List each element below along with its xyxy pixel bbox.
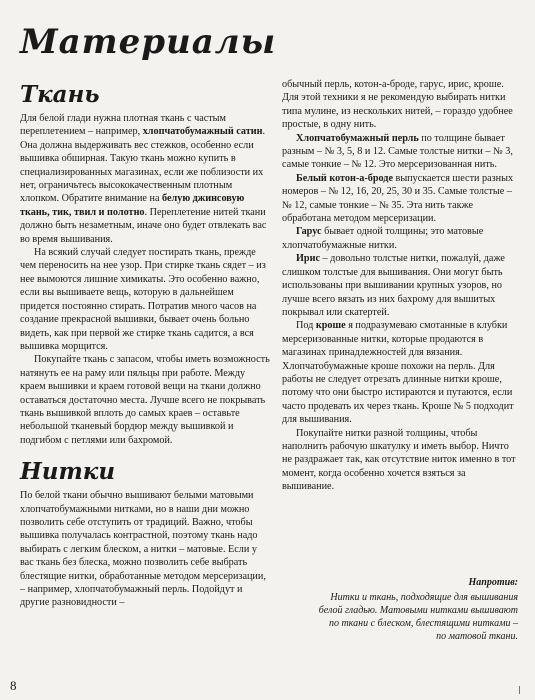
perle-paragraph	[282, 132, 520, 172]
text-run: . Переплетение нитей ткани должно быть незаметным, иначе оно будет отвлекать вас во время вышивания.	[20, 206, 267, 245]
bold-term: Белый котон-а-броде	[296, 172, 393, 184]
fabric-paragraph-2: На всякий случай следует постирать ткань, прежде чем переносить на нее узор. При стирке ткань сядет – из нее вымоются лишние химикаты. Это особенно важно, если вы вышиваете вещь, которую в дальнейшем придется постоянно стирать. Потратив много часов на создание прекрасной вышивки, бывает очень больно видеть, как при первой же стирке ткань садится, а вся вышивка морщится.	[20, 247, 266, 352]
page-number: 8	[10, 678, 17, 693]
bold-term: Хлопчатобумажный перль	[296, 132, 419, 144]
crochet-paragraph	[282, 319, 520, 426]
text-run: Под	[296, 320, 316, 332]
text-run: – довольно толстые нитки, пожалуй, даже слишком толстые для вышивания. Они могут быть использованы при вышивании крупных узоров, но лучше всего вязать из них бахрому для вышитых покрывал или скатертей.	[282, 253, 505, 318]
text-run: бывает одной толщины; это матовые хлопчатобумажные нитки.	[282, 226, 484, 251]
caption-text: Нитки и ткань, подходящие для вышивания белой гладью. Матовыми нитками вышивают по ткани с блеском, блестящими нитками – по матовой ткани.	[318, 592, 518, 642]
bold-term: Гарус	[296, 226, 322, 238]
bold-term: кроше	[315, 320, 346, 332]
bold-term: хлопчатобумажный сатин	[142, 126, 263, 138]
section-title-threads: Нитки	[20, 458, 116, 486]
right-column	[282, 78, 520, 494]
fabric-paragraph-3: Покупайте ткань с запасом, чтобы иметь возможность натянуть ее на раму или пяльцы при работе. Между краем вышивки и краем готовой вещи на ткани должно оставаться достаточно места. Лучше всего не покрывать ткань вышивкой вплоть до самых краев – оставьте небольшой тканевый бордюр между вышивкой и подгибом с петлями или бахромой.	[20, 354, 270, 446]
photo-caption	[318, 576, 518, 643]
text-run: Для белой глади нужна плотная ткань с частым переплетением – например,	[20, 113, 226, 138]
iris-paragraph	[282, 252, 520, 319]
left-column	[20, 82, 270, 610]
text-run: я подразумеваю смотанные в клубки мерсеризованные нитки, которые продаются в магазинах принадлежностей для вязания. Хлопчатобумажные кроше похожи на перль. Для работы не следует отрезать длинные нитки кроше, потому что они быстро истираются и путаются, если часто продевать их через ткань. Кроше № 5 подходит для вышивания.	[282, 320, 514, 426]
corner-mark	[519, 686, 526, 694]
caption-heading: Напротив:	[468, 577, 518, 588]
bold-term: Ирис	[296, 253, 320, 265]
garus-paragraph	[282, 225, 520, 252]
threads-paragraph-continued: обычный перль, котон-а-броде, гарус, ирис, кроше. Для этой техники я не рекомендую выбирать нитки типа мулине, из нескольких нитей, – гораздо удобнее простые, в одну нить.	[282, 79, 513, 131]
threads-paragraph-1: По белой ткани обычно вышивают белыми матовыми хлопчатобумажными нитками, но в наши дни можно позволить себе отступить от традиций. Важно, чтобы вышивка получалась контрастной, поэтому ткань надо выбирать с легким блеском, а нитки – матовые. Если у вас ткань без блеска, можно позволить себе выбрать блестящие нитки, обработанные методом мерсеризации, – например, хлопчатобумажный перль. Подойдут и другие разновидности –	[20, 490, 266, 609]
section-title-fabric: Ткань	[20, 81, 100, 108]
text-run: . Она должна выдерживать вес стежков, особенно если вышивка обширная. Такую ткань можно купить в специализированных магазинах, если же поблизости их нет, ограничьтесь высококачественным плотным хлопком. Обратите внимание на	[20, 126, 266, 205]
text-run: выпускается шести разных номеров – № 12, 16, 20, 25, 30 и 35. Самые толстые – № 12, самые тонкие – № 35. Эта нить также обработана методом мерсеризации.	[282, 172, 514, 225]
coton-paragraph	[282, 172, 520, 226]
text-run: по толщине бывает разным – № 3, 5, 8 и 12. Самые толстые нитки – № 3, самые тонкие – № 12. Это мерсеризованная нить.	[282, 132, 513, 171]
fabric-paragraph-1	[20, 112, 270, 246]
buy-threads-paragraph: Покупайте нитки разной толщины, чтобы наполнить рабочую шкатулку и иметь выбор. Ничто не раздражает так, как отсутствие ниток именно в тот момент, когда особенно хочется взяться за вышивание.	[282, 427, 516, 493]
page-title: Материалы	[20, 22, 277, 62]
bold-term: белую джинсовую ткань, тик, твил и полотно	[20, 193, 245, 218]
